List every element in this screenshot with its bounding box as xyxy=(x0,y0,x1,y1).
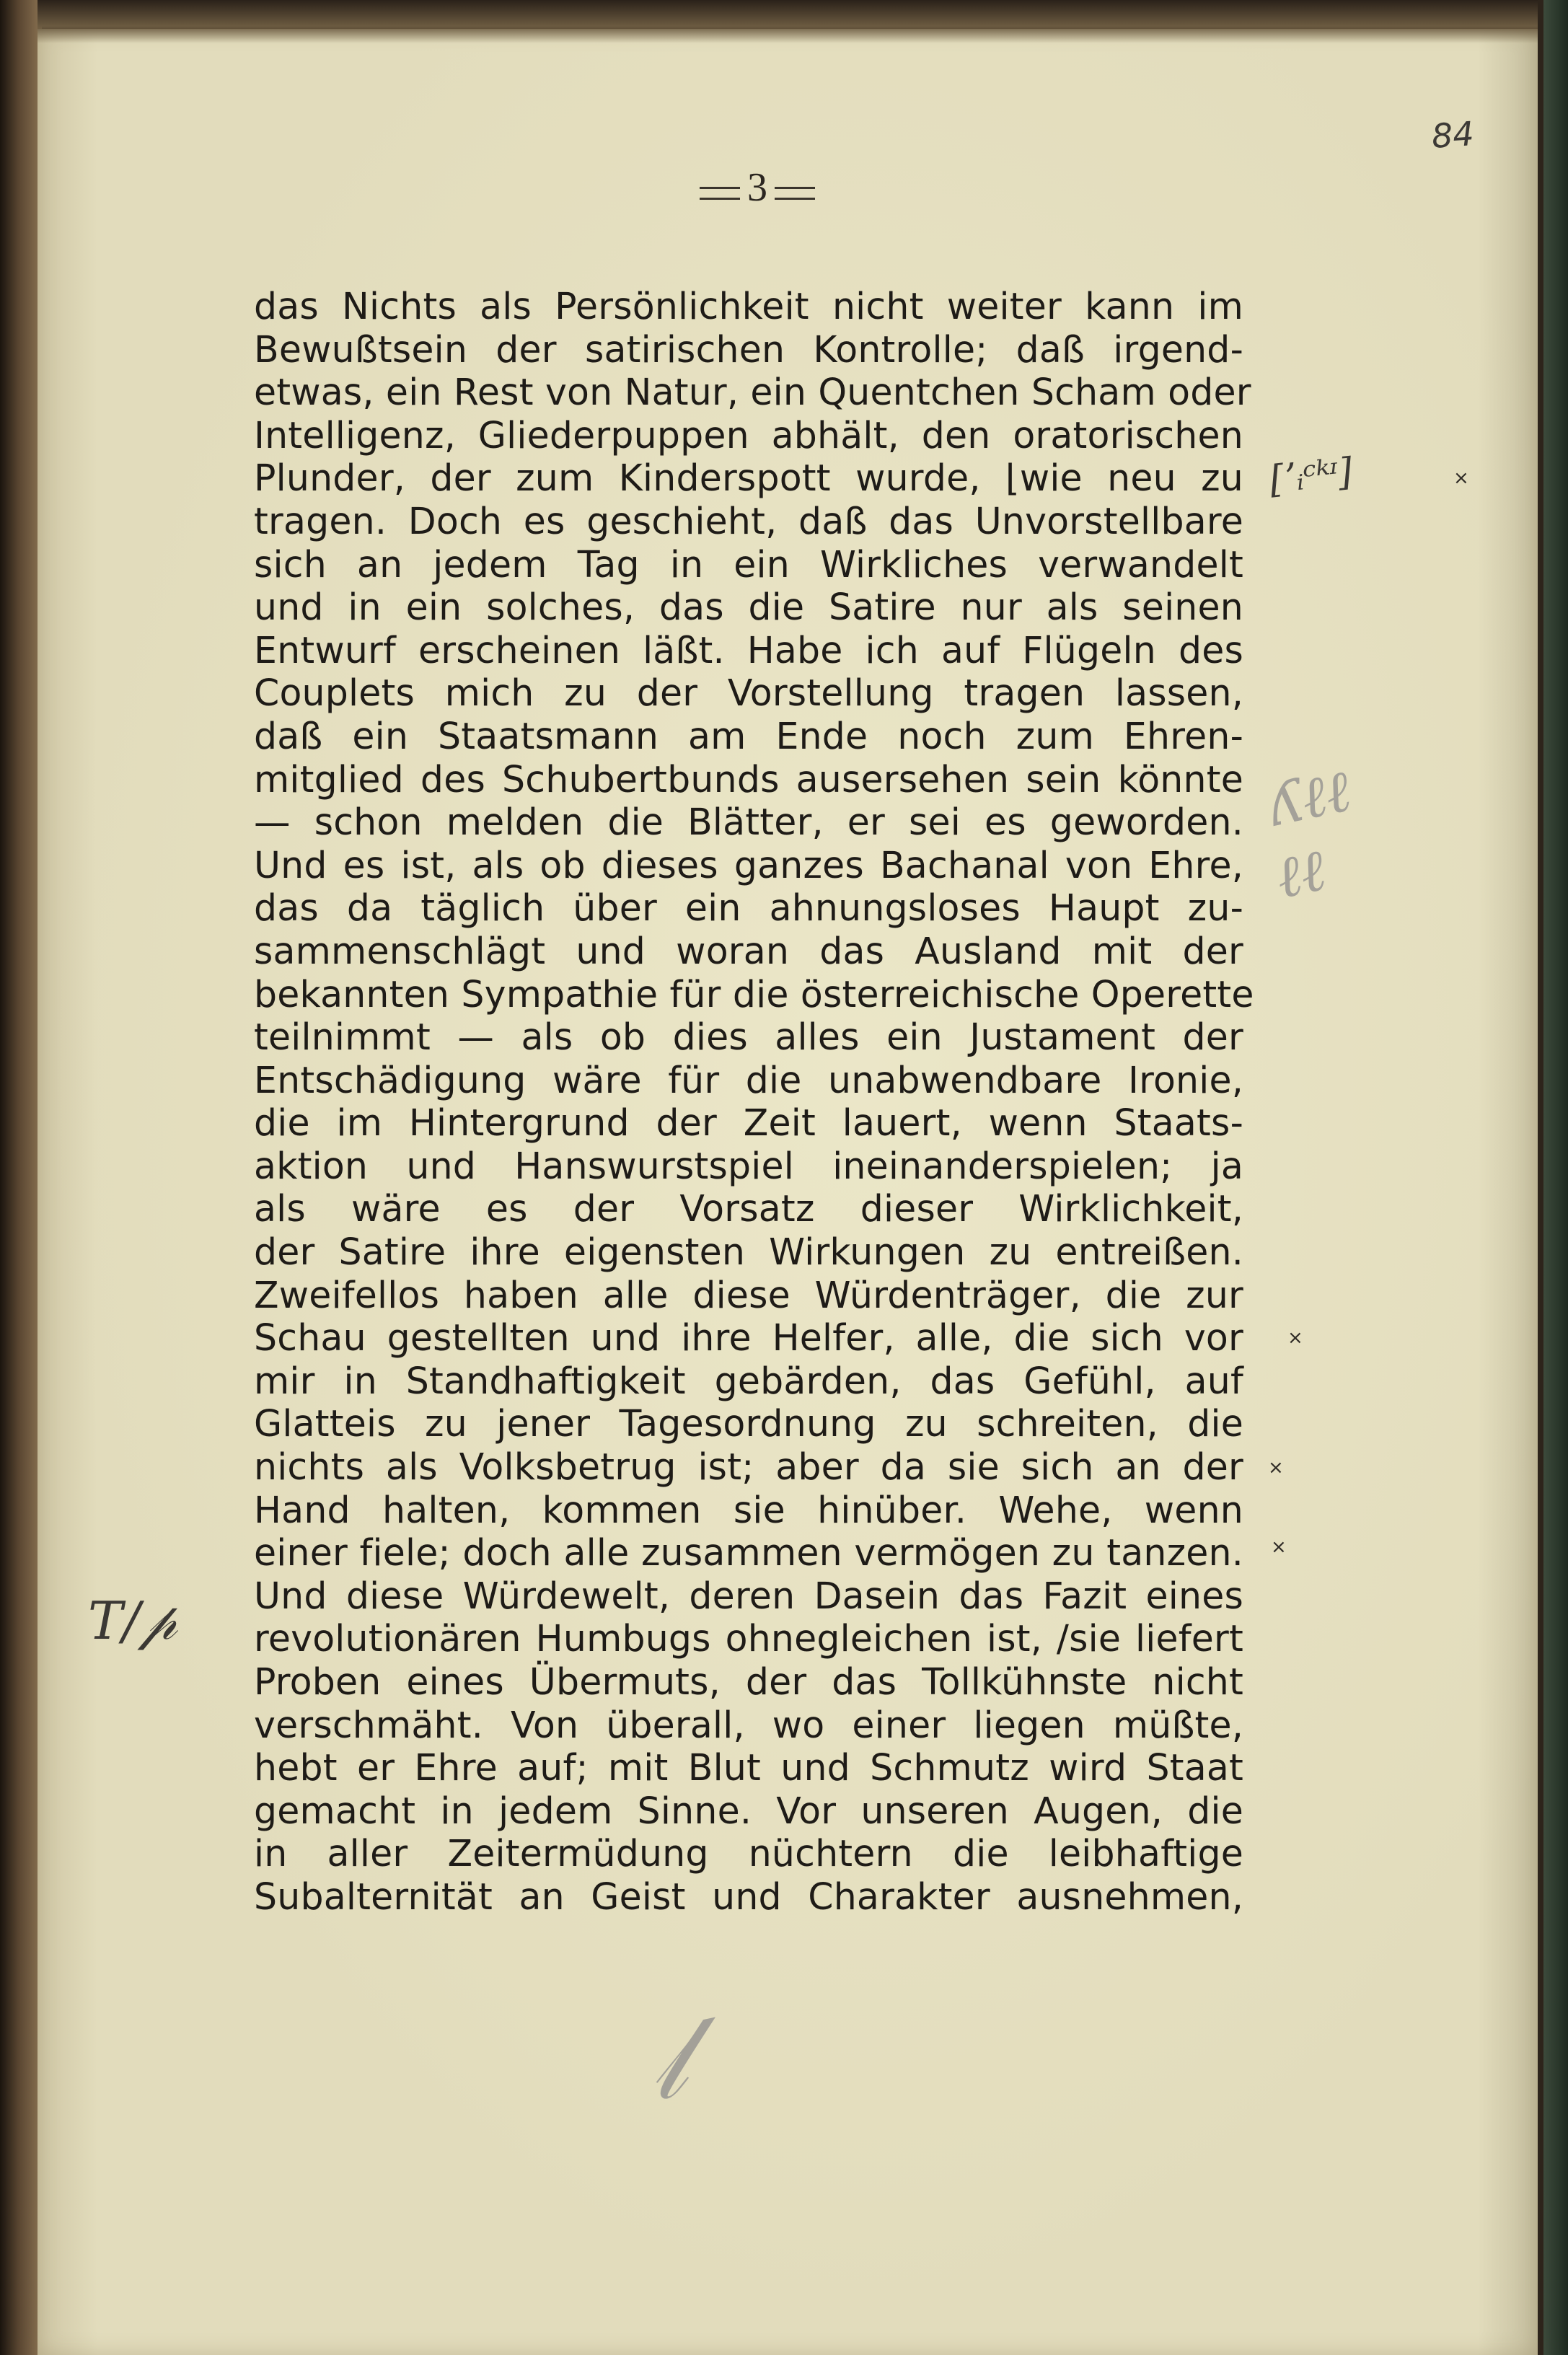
book-binding-edge xyxy=(0,0,42,2355)
text-line: als wäre es der Vorsatz dieser Wirklichkeit, xyxy=(254,1187,1243,1231)
text-line: Bewußtsein der satirischen Kontrolle; daß irgend- xyxy=(254,327,1243,371)
text-line: tragen. Doch es geschieht, daß das Unvorstellbare xyxy=(254,499,1243,542)
text-line: Entschädigung wäre für die unabwendbare Ironie, xyxy=(254,1058,1243,1101)
cover-board-edge xyxy=(1543,0,1568,2355)
text-line: Und diese Würdewelt, deren Dasein das Fazit eines xyxy=(254,1574,1243,1617)
text-line: verschmäht. Von überall, wo einer liegen müßte, xyxy=(254,1703,1243,1746)
text-line: aktion und Hanswurstspiel ineinanderspielen; ja xyxy=(254,1144,1243,1187)
text-line: das da täglich über ein ahnungsloses Haupt zu- xyxy=(254,886,1243,930)
pencil-note-bottom: 𝓁 xyxy=(640,1996,694,2126)
text-line: und in ein solches, das die Satire nur als seinen xyxy=(254,586,1243,629)
body-text xyxy=(254,285,1254,1919)
text-line: Glatteis zu jener Tagesordnung zu schreiten, die xyxy=(254,1402,1243,1445)
text-line: Couplets mich zu der Vorstellung tragen lassen, xyxy=(254,672,1243,715)
text-line: mitglied des Schubertbunds ausersehen sein könnte xyxy=(254,757,1243,801)
margin-note-left: T/𝓅 xyxy=(88,1590,177,1651)
text-line: der Satire ihre eigensten Wirkungen zu entreißen. xyxy=(254,1231,1243,1274)
margin-note-right: [ʼᵢᶜᵏᶦ] xyxy=(1267,450,1355,502)
text-line: die im Hintergrund der Zeit lauert, wenn Staats- xyxy=(254,1101,1243,1145)
pencil-note-2: ℓℓ xyxy=(1269,836,1331,912)
text-line: Subalternität an Geist und Charakter ausnehmen, xyxy=(254,1875,1243,1918)
text-line: bekannten Sympathie für die österreichische Operette xyxy=(254,972,1254,1016)
text-line: sammenschlägt und woran das Ausland mit der xyxy=(254,929,1243,972)
top-edge-shadow xyxy=(38,0,1538,43)
text-line: das Nichts als Persönlichkeit nicht weiter kann im xyxy=(254,285,1243,327)
margin-mark-x-1: × xyxy=(1287,1327,1303,1349)
text-line: — schon melden die Blätter, er sei es geworden. xyxy=(254,801,1243,844)
margin-mark-x-3: × xyxy=(1271,1536,1287,1558)
text-line: daß ein Staatsmann am Ende noch zum Ehren- xyxy=(254,714,1243,757)
text-line: nichts als Volksbetrug ist; aber da sie sich an der xyxy=(254,1445,1243,1489)
text-line: etwas, ein Rest von Natur, ein Quentchen Scham oder xyxy=(254,371,1251,414)
text-line: Proben eines Übermuts, der das Tollkühnste nicht xyxy=(254,1660,1243,1703)
text-line: Entwurf erscheinen läßt. Habe ich auf Flügeln des xyxy=(254,628,1243,672)
text-line: einer fiele; doch alle zusammen vermögen zu tanzen. xyxy=(254,1531,1243,1575)
header-ornament-right xyxy=(775,187,815,200)
margin-mark: × xyxy=(1453,467,1469,489)
text-line: Zweifellos haben alle diese Würdenträger, die zur xyxy=(254,1273,1243,1316)
text-line: Und es ist, als ob dieses ganzes Bachanal von Ehre, xyxy=(254,843,1243,886)
text-line: gemacht in jedem Sinne. Vor unseren Augen, die xyxy=(254,1789,1243,1832)
text-line: in aller Zeitermüdung nüchtern die leibhaftige xyxy=(254,1832,1243,1875)
text-line: Hand halten, kommen sie hinüber. Wehe, wenn xyxy=(254,1488,1243,1531)
page-number: 3 xyxy=(747,165,767,210)
text-line: revolutionären Humbugs ohnegleichen ist, /sie liefert xyxy=(254,1617,1243,1660)
text-line: teilnimmt — als ob dies alles ein Justament der xyxy=(254,1016,1243,1059)
folio-number: 84 xyxy=(1430,114,1476,156)
text-line: Plunder, der zum Kinderspott wurde, ⌊wie neu zu xyxy=(254,457,1243,500)
pencil-note-1: ʎℓℓ xyxy=(1263,757,1357,840)
text-line: sich an jedem Tag in ein Wirkliches verwandelt xyxy=(254,542,1243,586)
header-ornament-left xyxy=(700,187,740,200)
text-line: Schau gestellten und ihre Helfer, alle, die sich vor xyxy=(254,1316,1243,1360)
text-line: hebt er Ehre auf; mit Blut und Schmutz wird Staat xyxy=(254,1746,1243,1790)
text-line: Intelligenz, Gliederpuppen abhält, den oratorischen xyxy=(254,413,1243,457)
page-header xyxy=(671,162,844,213)
margin-mark-x-2: × xyxy=(1268,1457,1284,1479)
text-line: mir in Standhaftigkeit gebärden, das Gefühl, auf xyxy=(254,1359,1243,1402)
